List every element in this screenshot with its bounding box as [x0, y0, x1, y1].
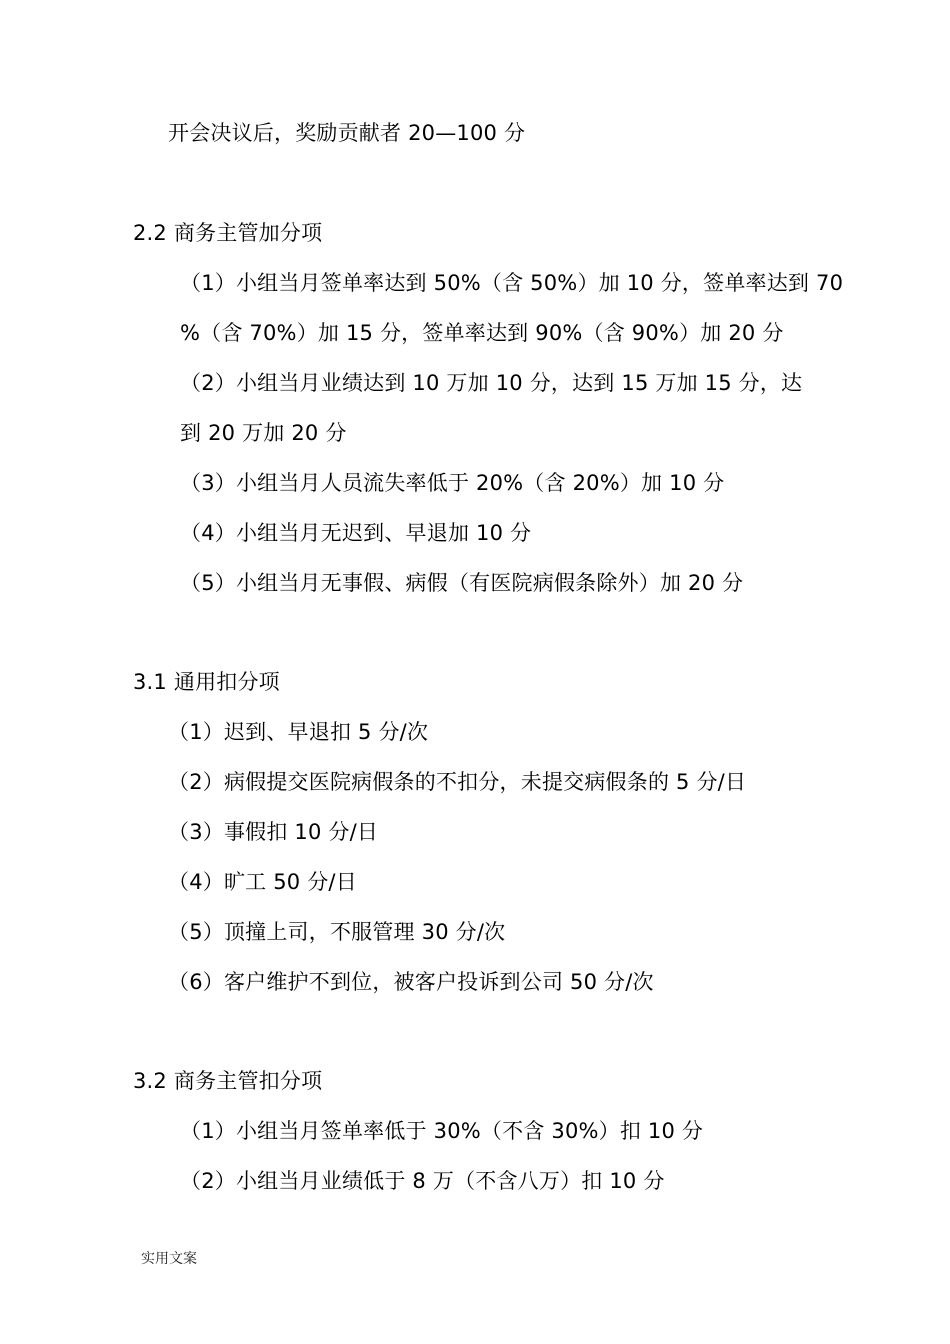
section-3-1-item-3: （3）事假扣 10 分/日: [168, 820, 379, 844]
section-3-2-heading: 3.2 商务主管扣分项: [133, 1069, 323, 1093]
section-3-1-item-1: （1）迟到、早退扣 5 分/次: [168, 720, 429, 744]
section-2-2-item-4: （4）小组当月无迟到、早退加 10 分: [180, 521, 532, 545]
section-3-2-item-1: （1）小组当月签单率低于 30%（不含 30%）扣 10 分: [180, 1119, 704, 1143]
section-3-2-item-2: （2）小组当月业绩低于 8 万（不含八万）扣 10 分: [180, 1169, 665, 1193]
section-2-2-item-1: （1）小组当月签单率达到 50%（含 50%）加 10 分，签单率达到 70: [180, 271, 844, 295]
page-footer: 实用文案: [141, 1251, 197, 1267]
section-3-1-item-6: （6）客户维护不到位，被客户投诉到公司 50 分/次: [168, 970, 654, 994]
section-2-2-heading: 2.2 商务主管加分项: [133, 221, 323, 245]
section-2-2-item-5: （5）小组当月无事假、病假（有医院病假条除外）加 20 分: [180, 571, 744, 595]
section-2-2-item-1-cont: %（含 70%）加 15 分，签单率达到 90%（含 90%）加 20 分: [180, 321, 784, 345]
section-3-1-item-5: （5）顶撞上司，不服管理 30 分/次: [168, 920, 506, 944]
section-2-2-item-2: （2）小组当月业绩达到 10 万加 10 分，达到 15 万加 15 分，达: [180, 371, 803, 395]
section-3-1-heading: 3.1 通用扣分项: [133, 670, 280, 694]
section-2-2-item-2-cont: 到 20 万加 20 分: [180, 421, 347, 445]
section-2-2-item-3: （3）小组当月人员流失率低于 20%（含 20%）加 10 分: [180, 471, 725, 495]
intro-paragraph: 开会决议后，奖励贡献者 20—100 分: [168, 121, 526, 145]
section-3-1-item-2: （2）病假提交医院病假条的不扣分，未提交病假条的 5 分/日: [168, 770, 747, 794]
section-3-1-item-4: （4）旷工 50 分/日: [168, 870, 357, 894]
